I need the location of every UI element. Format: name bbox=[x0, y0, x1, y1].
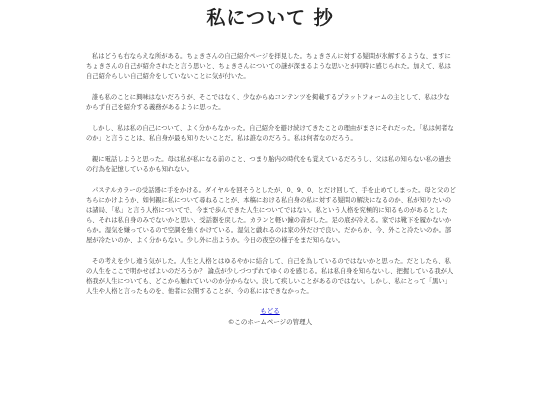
back-link-container bbox=[0, 307, 540, 316]
footer-copyright: ©このホームページの管理人 bbox=[227, 318, 313, 326]
paragraph: パステルカラーの受話器に手をかける。ダイヤルを回そうとしたが、0、9、0、とだけ回して、手を止めてしまった。母と父のどちらにかけようか、如何親に私について尋ねることが、本稿における私自身の私に対する疑問の解決になるのか、私が知りたいのは諸局、「私」と言う人格についてで、今まで歩んできた人生についてではない。私という人格を究極的に知るものがあるとしたら、それは私自身のみでないかと思い、受話器を戻した。カランと軽い鐘の音がした。足の底が冷える。家では靴下を履かないからか。湿気を嫌っているので空調を強くかけている。湿気と戯れるのは家の外だけで良い。だからか、今、外こと冷たいのか。部屋が冷たいのか、よく分からない。少し外に出ようか。今日の夜空の様子をまだ知らない。 bbox=[86, 187, 456, 244]
paragraph: 誰も私のことに興味はないだろうが、そこではなく、少なからぬコンテンツを掲載するプラットフォームの主として、私は少なからず自己を紹介する義務があるように思った。 bbox=[86, 94, 450, 111]
paragraph: しかし、私は私の自己について、よく分からなかった。自己紹介を避け続けてきたことの理由がまさにそれだった。「私は何者なのか」と言うことは、私自身が最も知りたいことだ。私は誰なのだろう。私は何者なのだろう。 bbox=[86, 125, 454, 142]
paragraph: その考えを少し違う気がした。人生と人格とはゆるやかに結合して、自己を為しているのではないかと思った。だとしたら、私の人生をここで明かせばよいのだろうか？ 論点が少しづつずれてゆくのを感じる。私は私自身を知らないし、把握している我が人格我が人生についても、どこから触れていいのか分からない。決して疾しいことがあるのではない。しかし、私にとって「黒い」人生や人格と言ったものを、他者に公開することが、今の私にはできなかった。 bbox=[86, 258, 454, 295]
paragraph: 私はどうも右ならえな所がある。ちょきさんの自己紹介ページを拝見した。ちょきさんに対する疑問が氷解するような、ますにちょきさんの自己が紹介されたと言う思いと、ちょきさんについての謎が深まるような思いとが同時に感じられた。加えて、私は自己紹介らしい自己紹介をしていないことに気が付いた。 bbox=[86, 53, 451, 80]
article-body bbox=[86, 52, 456, 308]
page-title: 私について 抄 bbox=[206, 7, 334, 29]
paragraph: 親に電話しようと思った。母は私が私になる前のこと、つまり胎内の時代をも覚えているだろうし、父は私の知らない私の過去の行為を記憶しているかも知れない。 bbox=[86, 156, 451, 173]
back-link[interactable]: もどる bbox=[260, 307, 280, 315]
